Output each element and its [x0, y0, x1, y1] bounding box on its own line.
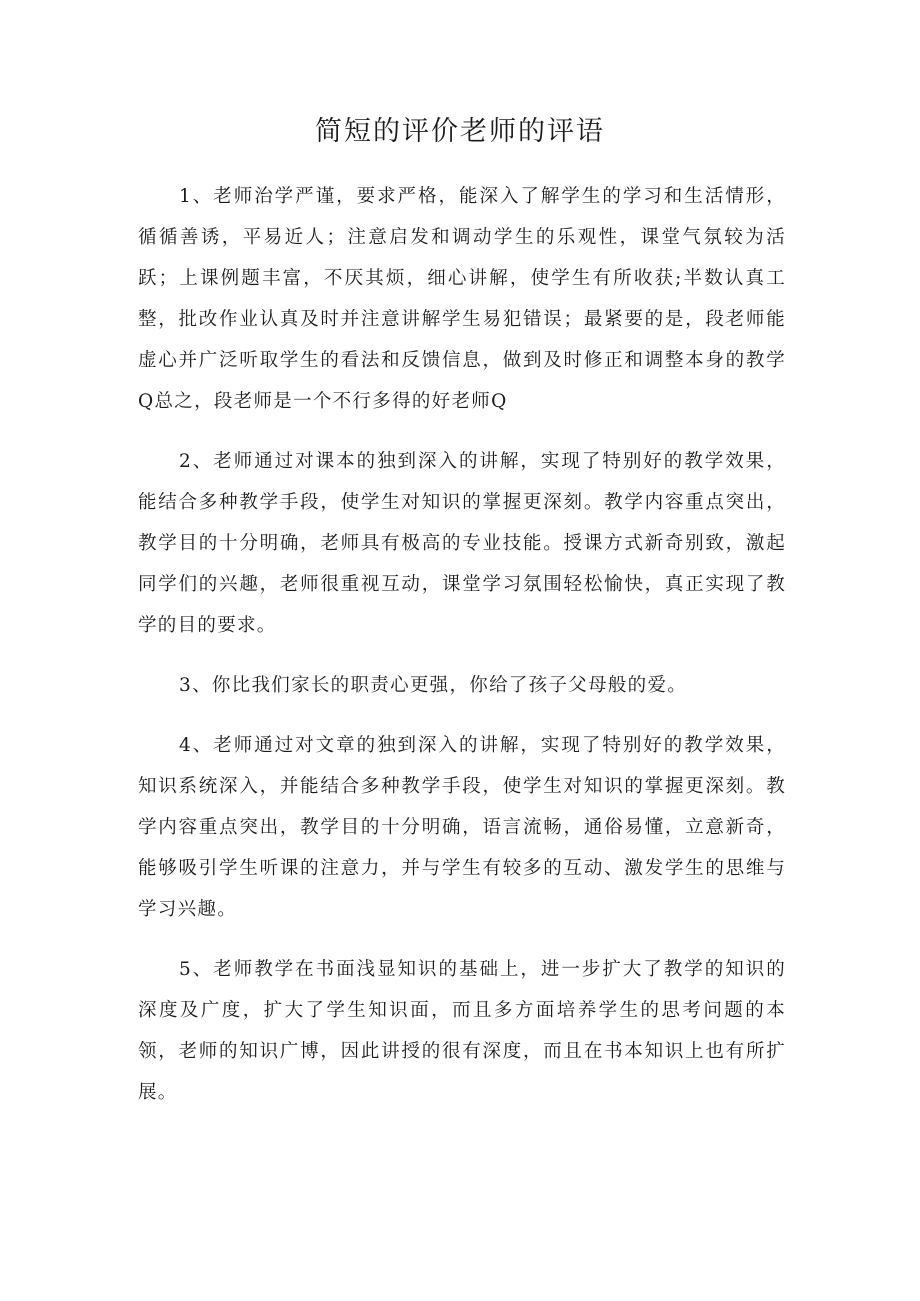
document-title: 简短的评价老师的评语 [315, 116, 605, 147]
paragraph-5: 5、老师教学在书面浅显知识的基础上，进一步扩大了教学的知识的深度及广度，扩大了学生知识面，而且多方面培养学生的思考问题的本领，老师的知识广博，因此讲授的很有深度，而且在书本知识上也有所扩展。 [138, 959, 786, 1103]
document-body [138, 176, 786, 1132]
paragraph-1: 1、老师治学严谨，要求严格，能深入了解学生的学习和生活情形，循循善诱，平易近人；注意启发和调动学生的乐观性，课堂气氛较为活跃；上课例题丰富，不厌其烦，细心讲解，使学生有所收获;半数认真工整，批改作业认真及时并注意讲解学生易犯错误；最紧要的是，段老师能虚心并广泛听取学生的看法和反馈信息，做到及时修正和调整本身的教学Q总之，段老师是一个不行多得的好老师Q [138, 186, 786, 412]
paragraph-2: 2、老师通过对课本的独到深入的讲解，实现了特别好的教学效果，能结合多种教学手段，使学生对知识的掌握更深刻。教学内容重点突出，教学目的十分明确，老师具有极高的专业技能。授课方式新奇别致，激起同学们的兴趣，老师很重视互动，课堂学习氛围轻松愉快，真正实现了教学的目的要求。 [138, 451, 786, 636]
paragraph-3: 3、你比我们家长的职责心更强，你给了孩子父母般的爱。 [179, 675, 688, 696]
paragraph-4: 4、老师通过对文章的独到深入的讲解，实现了特别好的教学效果，知识系统深入，并能结合多种教学手段，使学生对知识的掌握更深刻。教学内容重点突出，教学目的十分明确，语言流畅，通俗易懂，立意新奇，能够吸引学生听课的注意力，并与学生有较多的互动、激发学生的思维与学习兴趣。 [138, 735, 786, 920]
